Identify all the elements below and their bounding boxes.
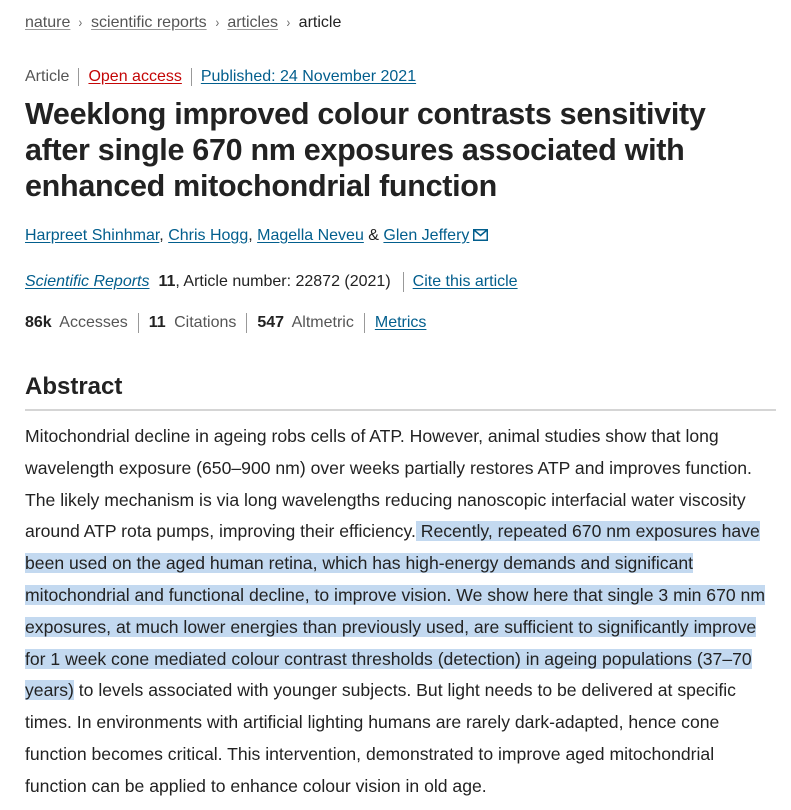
selected-text-highlight[interactable]: Recently, repeated 670 nm exposures have been used on the aged human retina, which has high-energy demands and significant mitochondrial and functional decline, to improve vision. We show here that single 3 min 670 nm exposures, at much lower energies than previously used, are sufficient to significantly improve for 1 week cone mediated colour contrast thresholds (detection) in ageing populations (37–70 years) — [25, 521, 765, 701]
author-separator: , — [159, 227, 169, 244]
abstract-text-part: Mitochondrial decline in ageing robs cells of ATP. However, animal studies show that long wavelength exposure (650–900 nm) over weeks partially restores ATP and improves function. The likely mechanism is via long wavelengths reducing nanoscopic interfacial water viscosity around ATP rota pumps, improving their efficiency. — [25, 426, 752, 542]
citations-label: Citations — [174, 314, 237, 331]
citations-count: 11 — [148, 314, 166, 331]
metrics-link[interactable]: Metrics — [374, 314, 427, 331]
breadcrumb-separator-icon: › — [215, 14, 219, 30]
breadcrumb-scientific-reports-link[interactable]: scientific reports — [91, 14, 207, 31]
abstract-text-part: to levels associated with younger subjects. But light needs to be delivered at specific times. In environments with artificial lighting humans are rarely dark-adapted, hence cone function becomes critical. This intervention, demonstrated to improve aged mitochondrial function can be applied to enhance colour vision in old age. — [25, 680, 736, 796]
envelope-icon[interactable] — [473, 227, 488, 247]
breadcrumb-current: article — [298, 14, 342, 31]
article-meta — [25, 68, 425, 86]
accesses-metric — [25, 313, 138, 333]
altmetric-metric — [246, 313, 364, 333]
breadcrumb-articles-link[interactable]: articles — [227, 14, 278, 31]
metrics-link-wrapper — [364, 313, 437, 333]
abstract-text — [25, 421, 773, 803]
author-link[interactable]: Glen Jeffery — [383, 227, 470, 244]
altmetric-count: 547 — [257, 314, 285, 331]
author-list — [25, 226, 488, 247]
section-divider — [25, 409, 776, 411]
journal-volume: 11 — [158, 273, 176, 290]
open-access-wrapper — [78, 68, 190, 86]
article-metrics — [25, 313, 436, 333]
accesses-label: Accesses — [59, 314, 128, 331]
article-number: , Article number: 22872 (2021) — [175, 273, 391, 290]
article-type: Article — [25, 68, 70, 85]
abstract-heading: Abstract — [25, 373, 123, 400]
author-link[interactable]: Magella Neveu — [257, 227, 364, 244]
author-link[interactable]: Harpreet Shinhmar — [25, 227, 160, 244]
breadcrumb-separator-icon: › — [286, 14, 291, 30]
published-date-link[interactable]: Published: 24 November 2021 — [200, 68, 417, 85]
journal-link[interactable]: Scientific Reports — [25, 273, 150, 290]
citation-line — [25, 272, 518, 292]
article-title: Weeklong improved colour contrasts sensitivity after single 670 nm exposures associated with enhanced mitochondrial function — [25, 97, 706, 203]
breadcrumb-separator-icon: › — [78, 14, 83, 30]
citations-metric — [138, 313, 247, 333]
breadcrumb — [25, 12, 341, 33]
author-link[interactable]: Chris Hogg — [168, 227, 249, 244]
open-access-link[interactable]: Open access — [88, 68, 182, 85]
breadcrumb-nature-link[interactable]: nature — [25, 14, 71, 31]
author-and: & — [368, 227, 379, 244]
published-wrapper — [191, 68, 425, 86]
author-separator: , — [248, 227, 258, 244]
cite-this-article-link[interactable]: Cite this article — [412, 273, 518, 290]
divider — [403, 272, 404, 292]
accesses-count: 86k — [25, 314, 52, 331]
altmetric-label: Altmetric — [291, 314, 354, 331]
